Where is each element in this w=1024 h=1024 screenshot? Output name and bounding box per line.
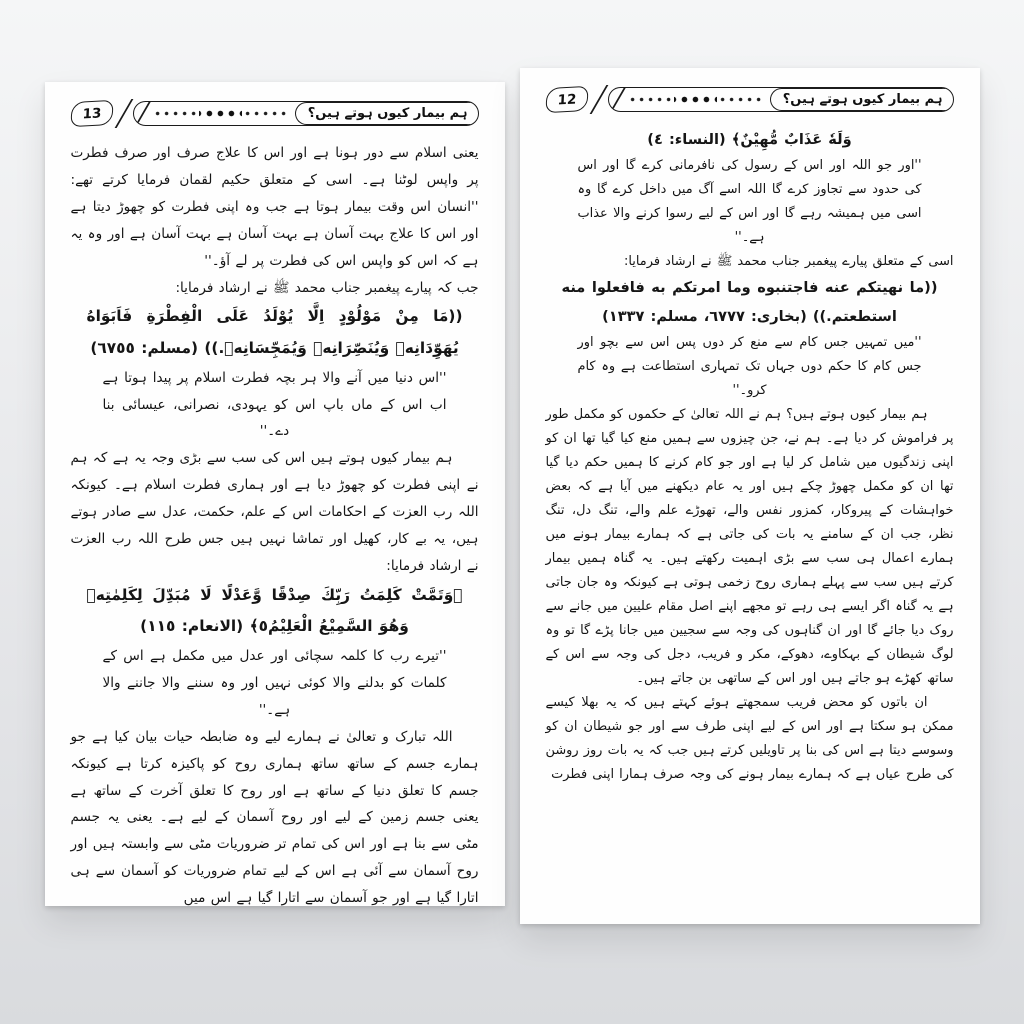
dotted-leader (199, 102, 242, 125)
header-slash-icon (133, 101, 152, 126)
quote-arabic: ﴿وَتَمَّتْ كَلِمَتُ رَبِّكَ صِدْقًا وَّعَدْلًا لَا مُبَدِّلَ لِكَلِمٰتِهٖ وَهُوَ السَّمِيْعُ الْعَلِيْمُ٥﴾ (الانعام: ١١٥) (86, 585, 463, 636)
paragraph: ان باتوں کو محض فریب سمجھتے ہوئے کہتے ہیں کہ یہ بھلا کیسے ممکن ہو سکتا ہے اور اس کے لیے اپنی طرف سے اور جو شیطان ان کو وسوسے دیتا ہے اس کی بنا پر تاویلیں کرتے ہیں جب کہ یہ بات روز روشن کی طرح عیاں ہے کہ ہمارے بیمار ہونے کی وجہ صرف ہمارا اپنی فطرت (545, 695, 954, 783)
page-13 (45, 82, 505, 906)
quote-arabic: ((ما نهيتكم عنه فاجتنبوه وما امرتكم به فافعلوا منه استطعتم.)) (بخاری: ٦٧٧٧، مسلم: ١٣٣٧) (561, 279, 938, 325)
dotted-leader (242, 102, 289, 125)
quote-arabic: وَلَهٗ عَذَابٌ مُّهِيْنٌ﴾ (النساء: ٤) (647, 131, 852, 148)
dotted-leader (717, 88, 764, 111)
paragraph: ہم بیمار کیوں ہوتے ہیں؟ ہم نے اللہ تعالیٰ کے حکموں کو مکمل طور پر فراموش کر دیا ہے۔ ہم نے، جن چیزوں سے ہمیں منع کیا گیا تھا ان کو اپنی زندگیوں میں شامل کر لیا ہے اور جو کام کرنے کا ہمیں حکم دیا گیا تھا ان کو مکمل چھوڑ چکے ہیں اور یہ عام دیکھنے میں آیا ہے کہ بعض خواہشات کے پیروکار، کمزور نفس والے، تھوڑے علم والے، تنگ دل، تنگ نظر، جب ان کے سامنے یہ بات کی جاتی ہے کہ ہمارے بیمار ہونے میں ہمارے اعمال ہی سب سے بڑی اہمیت رکھتے ہیں۔ یہ گناہ ہمیں بیمار کرتے ہیں سب سے پہلے ہماری روح زخمی ہوتی ہے کیونکہ وہ جان جاتی ہے یہ گناہ اگر ایسے ہی رہے تو مجھے اپنے اصل مقام علیین میں جانے سے روک دیا جائے گا اور ان گناہوں کی وجہ سے سجیین میں جانا پڑے گا تو وہ لوگ شیطان کے بہکاوے، دھوکے، مکر و فریب، دجل کی وجہ سے اس کے ساتھ کھڑے ہو جاتے ہیں اور اس کے ساتھی بن جاتے ہیں۔ (545, 407, 954, 687)
dotted-leader (674, 88, 717, 111)
quote-arabic: ((مَا مِنْ مَوْلُوْدٍ اِلَّا يُوْلَدُ عَلَى الْفِطْرَةِ فَاَبَوَاهُ يُهَوِّدَانِهٖ وَيُنَصِّرَانِهٖ وَيُمَجِّسَانِهٖ.)) (مسلم: ٦٧٥٥) (86, 307, 463, 358)
chapter-title: ہم بیمار کیوں ہوتے ہیں؟ (295, 102, 478, 125)
page-12-header (546, 84, 954, 114)
page-12 (520, 68, 980, 924)
chapter-title: ہم بیمار کیوں ہوتے ہیں؟ (770, 88, 953, 111)
paragraph: اسی کے متعلق پیارے پیغمبر جناب محمد ﷺ نے ارشاد فرمایا: (624, 254, 954, 270)
dotted-leader (152, 102, 199, 125)
page-number-badge: 12 (545, 85, 588, 112)
quote-translation: ''اس دنیا میں آنے والا ہر بچہ فطرت اسلام پر پیدا ہوتا ہے اب اس کے ماں باپ اس کو یہودی، نصرانی، عیسائی بنا دے۔'' (102, 369, 447, 440)
paragraph: اللہ تبارک و تعالیٰ نے ہمارے لیے وہ ضابطہ حیات بیان کیا ہے جو ہمارے جسم کے ساتھ ساتھ ہماری روح کو پاکیزہ کرتا ہے کیونکہ جسم کا تعلق دنیا کے ساتھ ہے اور روح کا تعلق آخرت کے ساتھ ہے یعنی جسم زمین کے لیے اور روح آسمان کے لیے ہے۔ یعنی یہ جسم مٹی سے بنا ہے اور اس کی تمام تر ضروریات مٹی سے وابستہ ہیں اور روح آسمان سے آئی ہے اس کے لیے تمام ضروریات کو آسمان سے ہی اتارا گیا ہے اور جو آسمان سے اتارا گیا ہے اس میں (70, 728, 479, 906)
page-12-body (546, 126, 954, 787)
header-slash-icon (589, 85, 608, 114)
header-slash-icon (608, 87, 627, 112)
paragraph: ہم بیمار کیوں ہوتے ہیں اس کی سب سے بڑی وجہ یہ ہے کہ ہم نے اپنی فطرت کو چھوڑ دیا ہے اور ہماری فطرت اسلام ہے۔ کیونکہ اللہ رب العزت کے احکامات اس کے علم، حکمت، عدل سے صادر ہوتے ہیں، یہ بے کار، کھیل اور تماشا نہیں ہیں جس طرح اللہ رب العزت نے ارشاد فرمایا: (70, 450, 479, 574)
header-banner (133, 101, 479, 126)
paragraph: یعنی اسلام سے دور ہونا ہے اور اس کا علاج صرف اور صرف فطرت پر واپس لوٹنا ہے۔ اسی کے متعلق حکیم لقمان فرمایا کرتے تھے: ''انسان اس وقت بیمار ہوتا ہے جب وہ اپنی فطرت کو چھوڑ دیتا ہے اور اس کا علاج بہت آسان ہے بہت آسان ہے بہت آسان ہے اور وہ یہ ہے کہ اس کو واپس اس کی فطرت پر لے آؤ۔'' (70, 145, 479, 269)
quote-translation: ''تیرے رب کا کلمہ سچائی اور عدل میں مکمل ہے اس کے کلمات کو بدلنے والا کوئی نہیں اور وہ سننے والا جاننے والا ہے۔'' (102, 648, 447, 718)
header-banner (608, 87, 954, 112)
page-number-badge: 13 (70, 99, 113, 126)
dotted-leader (627, 88, 674, 111)
page-13-body (71, 140, 479, 906)
quote-translation: ''اور جو اللہ اور اس کے رسول کی نافرمانی کرے گا اور اس کی حدود سے تجاوز کرے گا اللہ اسے آگ میں داخل کرے گا وہ اسی میں ہمیشہ رہے گا اور اس کے لیے رسوا کرنے والا عذاب ہے۔'' (577, 158, 922, 246)
quote-translation: ''میں تمہیں جس کام سے منع کر دوں پس اس سے بچو اور جس کام کا حکم دوں جہاں تک تمہاری استطاعت ہے وہ کام کرو۔'' (577, 335, 922, 399)
paragraph: جب کہ پیارے پیغمبر جناب محمد ﷺ نے ارشاد فرمایا: (175, 279, 479, 296)
page-13-header (71, 98, 479, 128)
header-slash-icon (114, 99, 133, 128)
